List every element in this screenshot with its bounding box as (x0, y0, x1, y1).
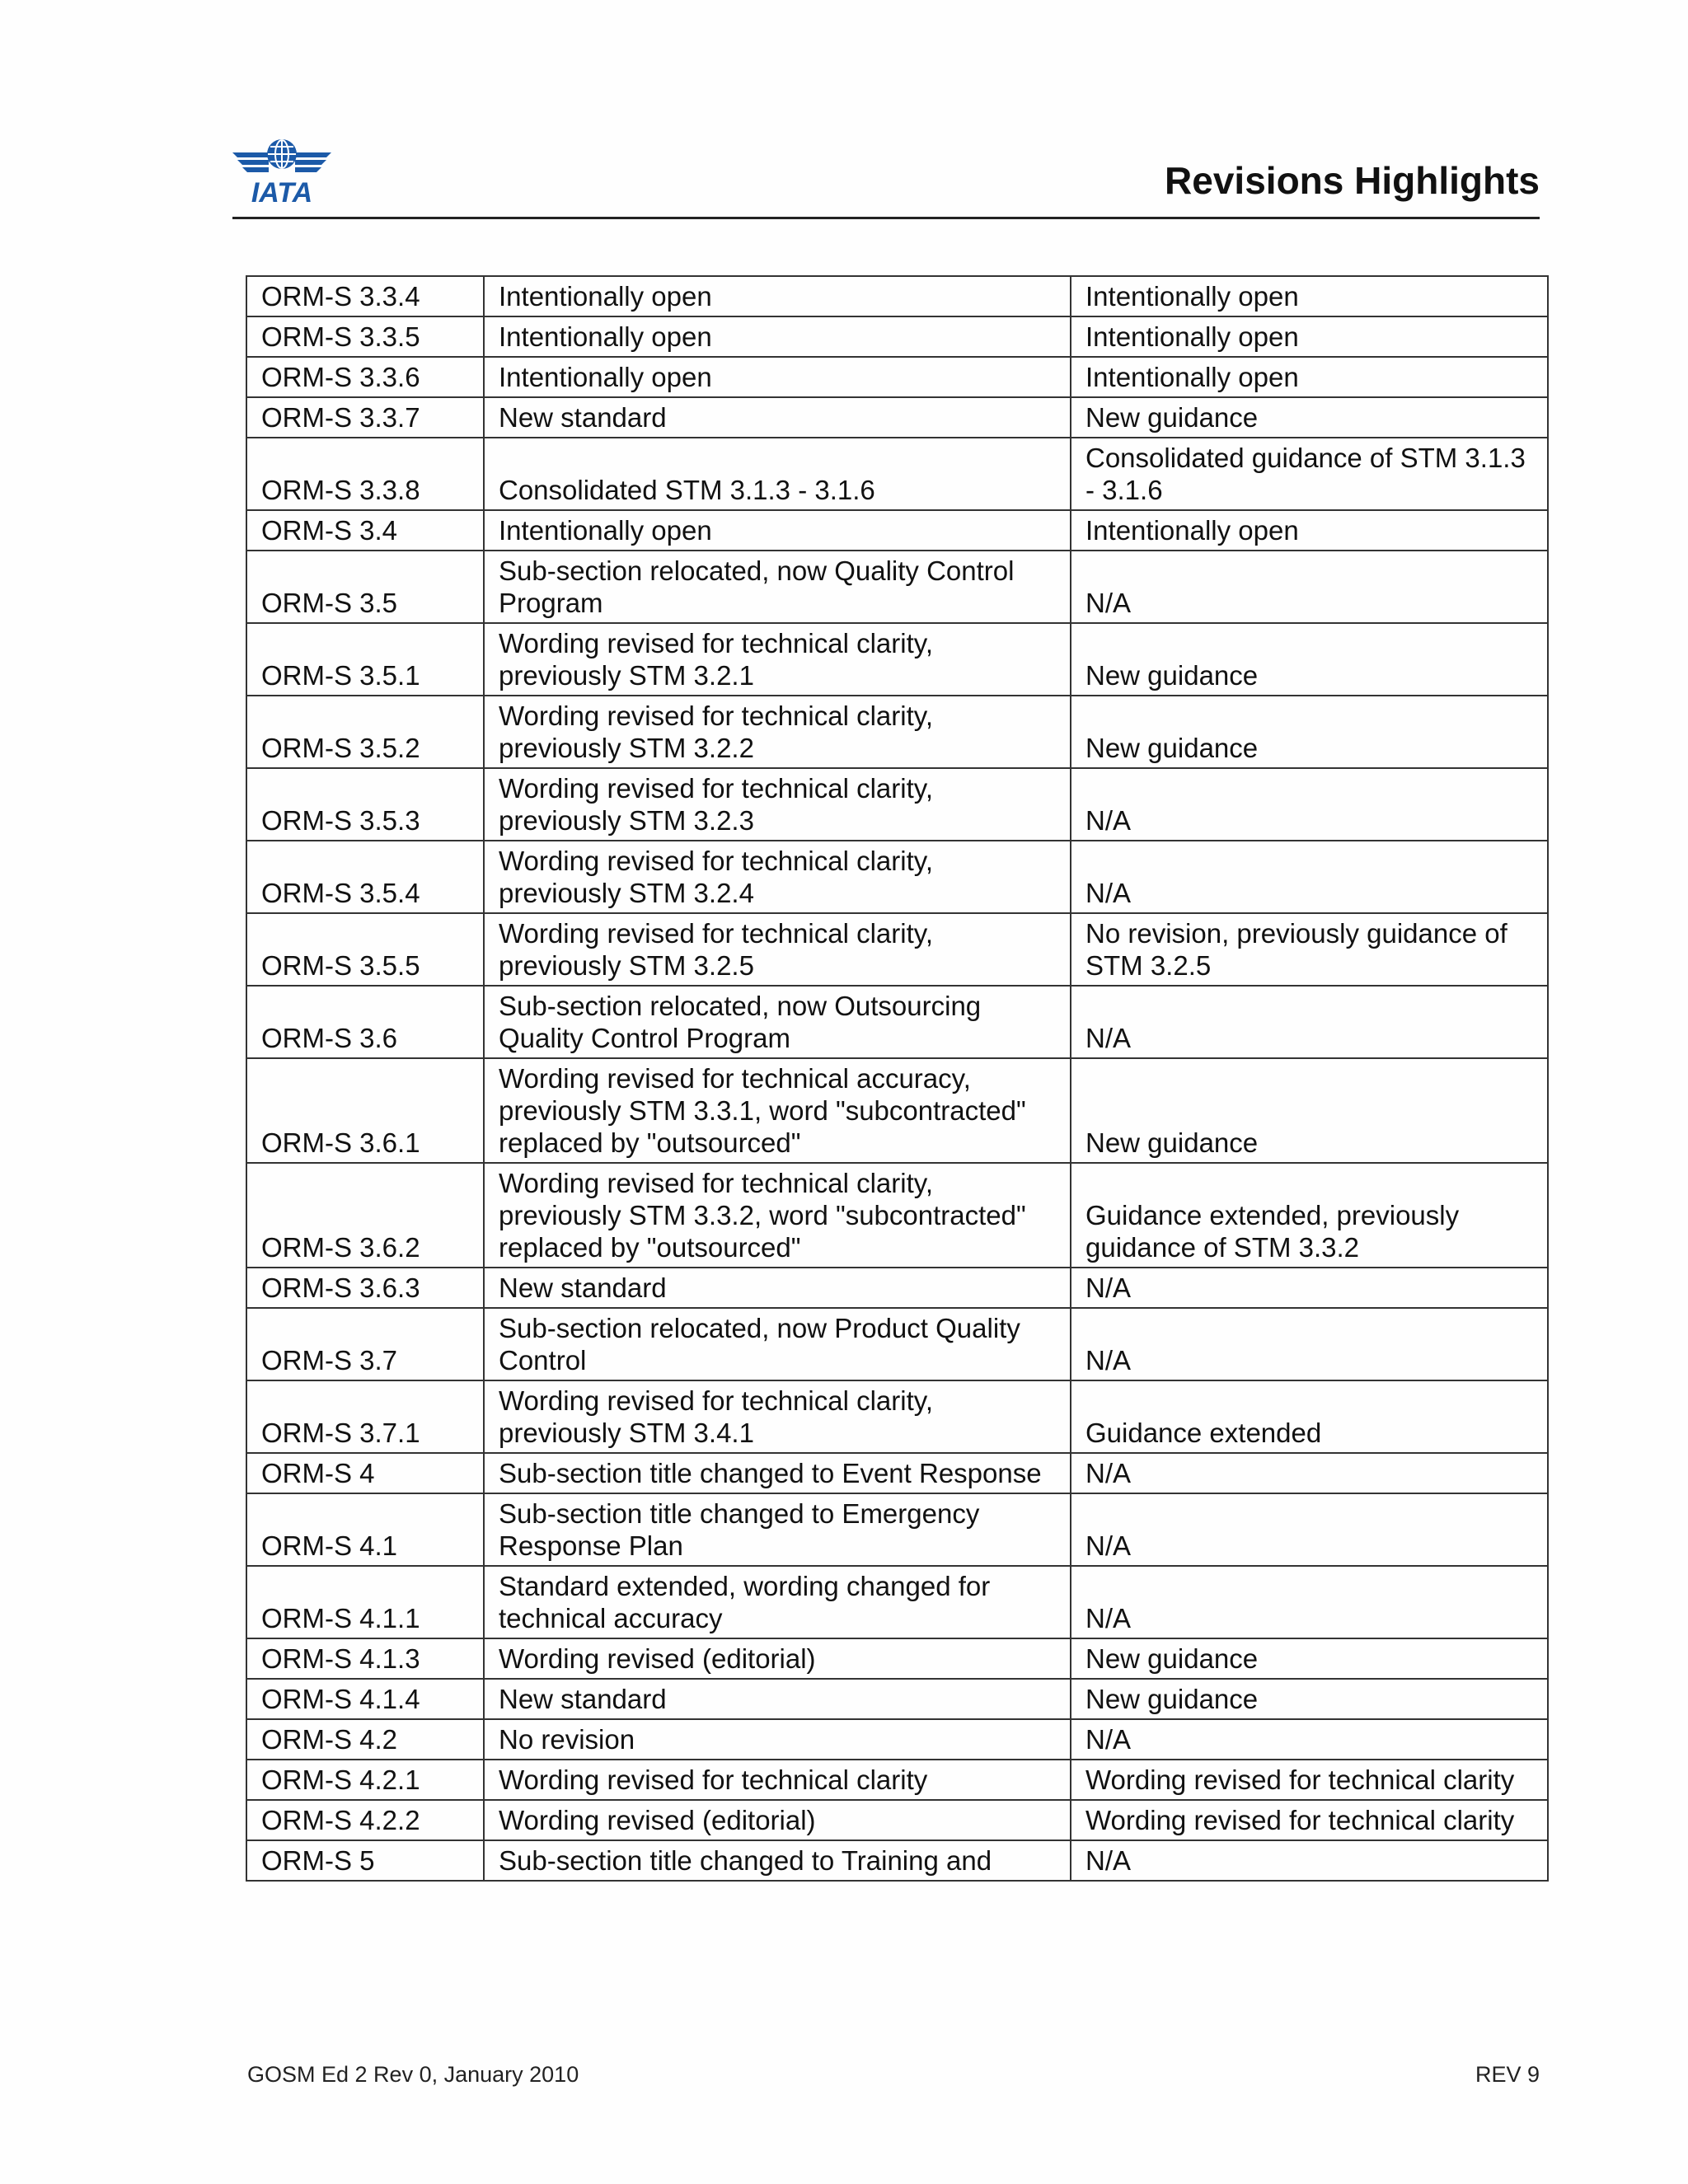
section-id-cell: ORM-S 3.6 (246, 986, 484, 1058)
standard-revision-cell: Wording revised for technical clarity, previously STM 3.2.1 (484, 623, 1071, 696)
table-row (246, 438, 1548, 510)
revisions-table (246, 275, 1549, 1882)
section-id-cell: ORM-S 3.6.2 (246, 1163, 484, 1268)
guidance-revision-cell: New guidance (1071, 397, 1548, 438)
standard-revision-cell: Sub-section relocated, now Quality Control Program (484, 551, 1071, 623)
standard-revision-cell: New standard (484, 1268, 1071, 1308)
guidance-revision-cell: Intentionally open (1071, 510, 1548, 551)
guidance-revision-cell: N/A (1071, 986, 1548, 1058)
guidance-revision-cell: N/A (1071, 768, 1548, 841)
standard-revision-cell: Wording revised for technical clarity, previously STM 3.2.2 (484, 696, 1071, 768)
section-id-cell: ORM-S 4.1 (246, 1493, 484, 1566)
standard-revision-cell: Consolidated STM 3.1.3 - 3.1.6 (484, 438, 1071, 510)
standard-revision-cell: Sub-section relocated, now Product Quality Control (484, 1308, 1071, 1380)
table-row (246, 768, 1548, 841)
table-row (246, 623, 1548, 696)
standard-revision-cell: Sub-section relocated, now Outsourcing Quality Control Program (484, 986, 1071, 1058)
table-row (246, 1380, 1548, 1453)
section-id-cell: ORM-S 3.5.2 (246, 696, 484, 768)
table-row (246, 1679, 1548, 1719)
standard-revision-cell: Wording revised (editorial) (484, 1800, 1071, 1840)
table-row (246, 1719, 1548, 1760)
table-row (246, 1268, 1548, 1308)
guidance-revision-cell: Intentionally open (1071, 276, 1548, 316)
guidance-revision-cell: Guidance extended (1071, 1380, 1548, 1453)
standard-revision-cell: Wording revised (editorial) (484, 1638, 1071, 1679)
guidance-revision-cell: No revision, previously guidance of STM 3.2.5 (1071, 913, 1548, 986)
standard-revision-cell: New standard (484, 397, 1071, 438)
section-id-cell: ORM-S 3.7.1 (246, 1380, 484, 1453)
section-id-cell: ORM-S 3.5 (246, 551, 484, 623)
standard-revision-cell: Standard extended, wording changed for technical accuracy (484, 1566, 1071, 1638)
footer-revision: REV 9 (1475, 2062, 1540, 2087)
table-row (246, 276, 1548, 316)
standard-revision-cell: Sub-section title changed to Emergency Response Plan (484, 1493, 1071, 1566)
guidance-revision-cell: N/A (1071, 1308, 1548, 1380)
guidance-revision-cell: Intentionally open (1071, 357, 1548, 397)
footer-edition: GOSM Ed 2 Rev 0, January 2010 (247, 2062, 579, 2087)
header-divider (232, 217, 1540, 219)
standard-revision-cell: Intentionally open (484, 316, 1071, 357)
guidance-revision-cell: N/A (1071, 1719, 1548, 1760)
table-row (246, 1058, 1548, 1163)
section-id-cell: ORM-S 3.4 (246, 510, 484, 551)
section-id-cell: ORM-S 4.2 (246, 1719, 484, 1760)
section-id-cell: ORM-S 3.6.1 (246, 1058, 484, 1163)
section-id-cell: ORM-S 3.7 (246, 1308, 484, 1380)
guidance-revision-cell: N/A (1071, 1840, 1548, 1881)
table-row (246, 913, 1548, 986)
table-row (246, 510, 1548, 551)
guidance-revision-cell: New guidance (1071, 1638, 1548, 1679)
table-row (246, 397, 1548, 438)
logo-text: IATA (251, 177, 313, 205)
guidance-revision-cell: N/A (1071, 1453, 1548, 1493)
iata-logo (231, 134, 333, 205)
guidance-revision-cell: New guidance (1071, 1058, 1548, 1163)
section-id-cell: ORM-S 3.5.1 (246, 623, 484, 696)
section-id-cell: ORM-S 4.1.3 (246, 1638, 484, 1679)
section-id-cell: ORM-S 3.5.4 (246, 841, 484, 913)
section-id-cell: ORM-S 3.5.3 (246, 768, 484, 841)
guidance-revision-cell: N/A (1071, 551, 1548, 623)
table-row (246, 1800, 1548, 1840)
section-id-cell: ORM-S 4.1.4 (246, 1679, 484, 1719)
section-id-cell: ORM-S 4.1.1 (246, 1566, 484, 1638)
guidance-revision-cell: N/A (1071, 1566, 1548, 1638)
section-id-cell: ORM-S 3.3.6 (246, 357, 484, 397)
standard-revision-cell: Wording revised for technical clarity, previously STM 3.2.4 (484, 841, 1071, 913)
standard-revision-cell: Wording revised for technical clarity, previously STM 3.2.3 (484, 768, 1071, 841)
standard-revision-cell: Wording revised for technical accuracy, previously STM 3.3.1, word "subcontracted" replaced by "outsourced" (484, 1058, 1071, 1163)
section-id-cell: ORM-S 3.3.4 (246, 276, 484, 316)
standard-revision-cell: Sub-section title changed to Event Response (484, 1453, 1071, 1493)
table-row (246, 1308, 1548, 1380)
page-title: Revisions Highlights (1165, 159, 1540, 202)
guidance-revision-cell: Wording revised for technical clarity (1071, 1760, 1548, 1800)
table-row (246, 986, 1548, 1058)
section-id-cell: ORM-S 4.2.1 (246, 1760, 484, 1800)
standard-revision-cell: Wording revised for technical clarity, previously STM 3.2.5 (484, 913, 1071, 986)
guidance-revision-cell: N/A (1071, 1493, 1548, 1566)
guidance-revision-cell: N/A (1071, 1268, 1548, 1308)
standard-revision-cell: New standard (484, 1679, 1071, 1719)
section-id-cell: ORM-S 3.3.5 (246, 316, 484, 357)
guidance-revision-cell: Guidance extended, previously guidance of STM 3.3.2 (1071, 1163, 1548, 1268)
section-id-cell: ORM-S 3.6.3 (246, 1268, 484, 1308)
section-id-cell: ORM-S 4.2.2 (246, 1800, 484, 1840)
guidance-revision-cell: New guidance (1071, 623, 1548, 696)
guidance-revision-cell: Consolidated guidance of STM 3.1.3 - 3.1.6 (1071, 438, 1548, 510)
table-row (246, 1840, 1548, 1881)
standard-revision-cell: Wording revised for technical clarity, previously STM 3.4.1 (484, 1380, 1071, 1453)
table-row (246, 1566, 1548, 1638)
table-row (246, 1638, 1548, 1679)
table-row (246, 1453, 1548, 1493)
guidance-revision-cell: Intentionally open (1071, 316, 1548, 357)
table-row (246, 696, 1548, 768)
standard-revision-cell: Wording revised for technical clarity, previously STM 3.3.2, word "subcontracted" replaced by "outsourced" (484, 1163, 1071, 1268)
standard-revision-cell: Intentionally open (484, 357, 1071, 397)
guidance-revision-cell: New guidance (1071, 696, 1548, 768)
table-row (246, 357, 1548, 397)
section-id-cell: ORM-S 3.3.7 (246, 397, 484, 438)
standard-revision-cell: Intentionally open (484, 276, 1071, 316)
guidance-revision-cell: N/A (1071, 841, 1548, 913)
standard-revision-cell: No revision (484, 1719, 1071, 1760)
table-row (246, 551, 1548, 623)
table-row (246, 1493, 1548, 1566)
standard-revision-cell: Intentionally open (484, 510, 1071, 551)
table-row (246, 841, 1548, 913)
section-id-cell: ORM-S 3.5.5 (246, 913, 484, 986)
table-row (246, 1163, 1548, 1268)
table-row (246, 1760, 1548, 1800)
guidance-revision-cell: New guidance (1071, 1679, 1548, 1719)
standard-revision-cell: Sub-section title changed to Training and (484, 1840, 1071, 1881)
standard-revision-cell: Wording revised for technical clarity (484, 1760, 1071, 1800)
section-id-cell: ORM-S 5 (246, 1840, 484, 1881)
section-id-cell: ORM-S 4 (246, 1453, 484, 1493)
section-id-cell: ORM-S 3.3.8 (246, 438, 484, 510)
guidance-revision-cell: Wording revised for technical clarity (1071, 1800, 1548, 1840)
table-row (246, 316, 1548, 357)
